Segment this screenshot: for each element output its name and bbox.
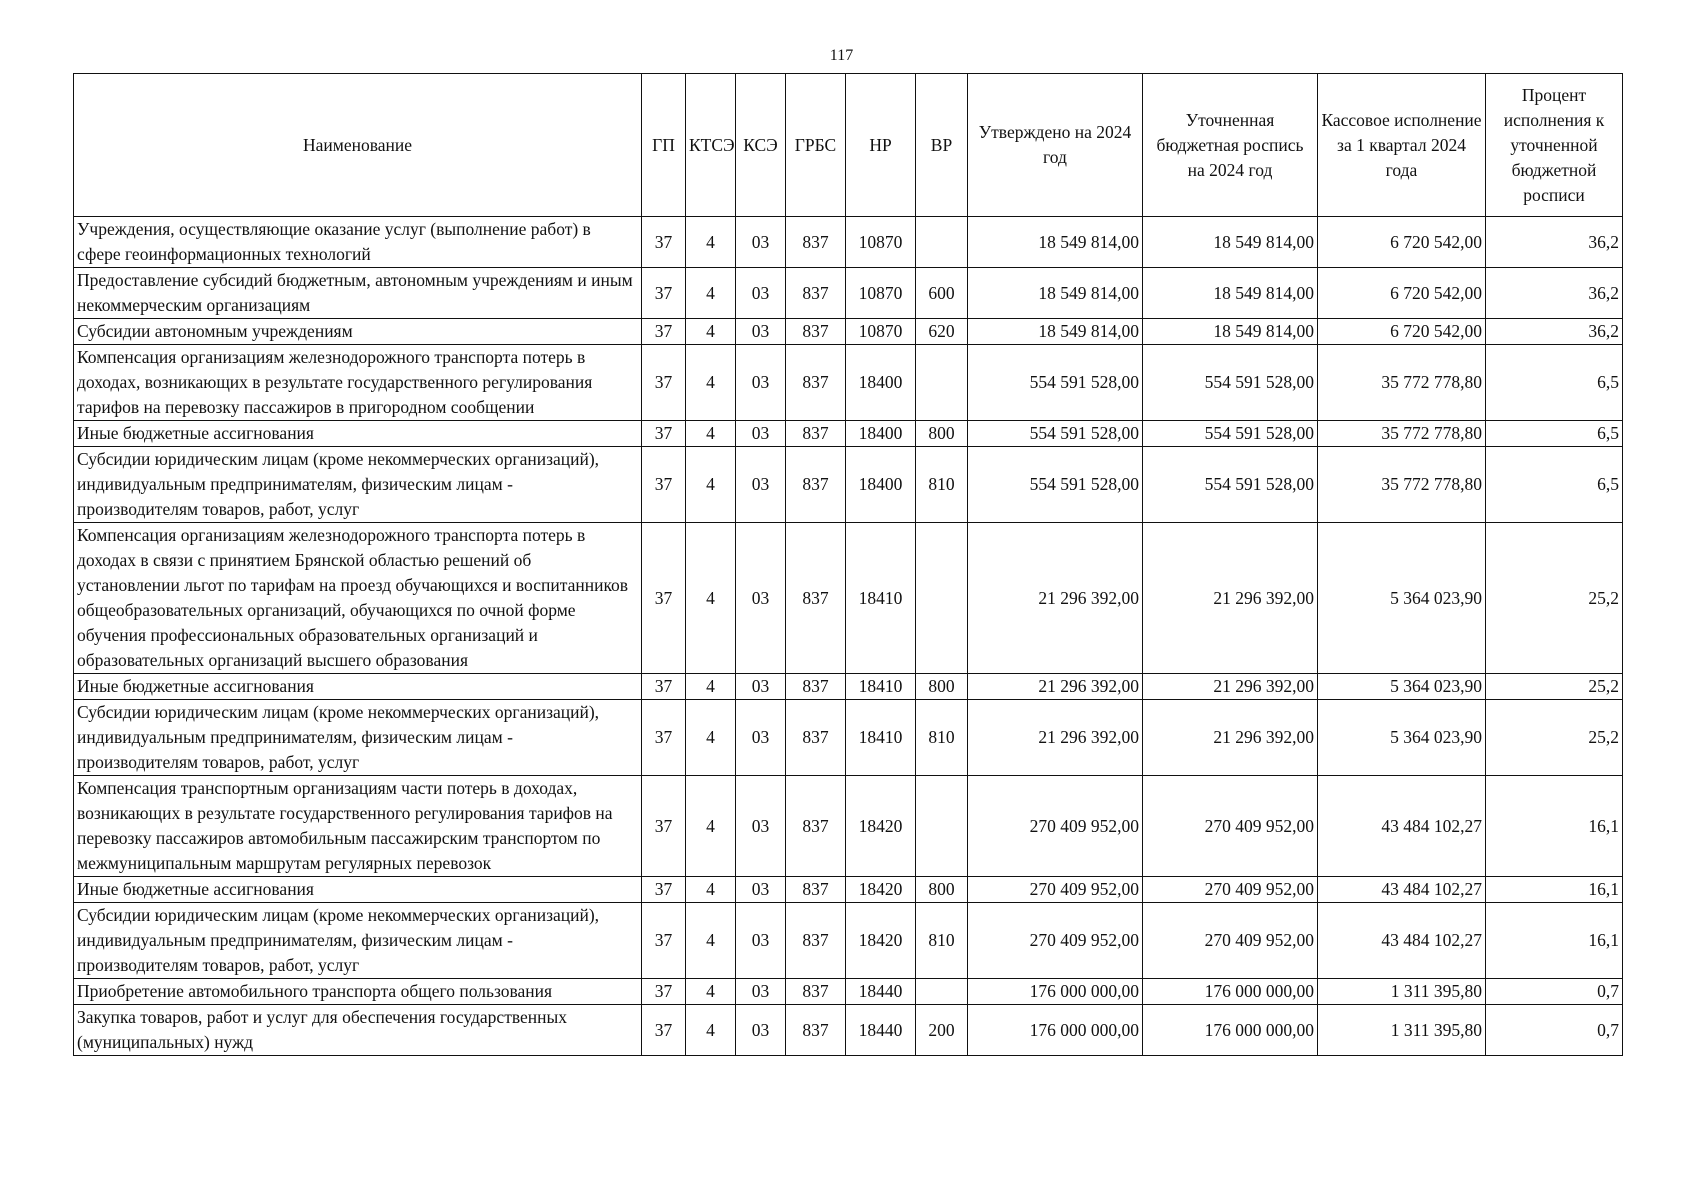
header-kse: КСЭ [736, 74, 786, 217]
cell-approved: 270 409 952,00 [968, 903, 1143, 979]
cell-percent: 6,5 [1486, 421, 1623, 447]
cell-cash-execution: 6 720 542,00 [1318, 268, 1486, 319]
cell-vr: 810 [916, 700, 968, 776]
header-approved: Утверждено на 2024 год [968, 74, 1143, 217]
cell-percent: 6,5 [1486, 447, 1623, 523]
cell-nr: 18400 [846, 447, 916, 523]
table-row [74, 421, 1623, 447]
cell-cash-execution: 43 484 102,27 [1318, 877, 1486, 903]
cell-kse: 03 [736, 319, 786, 345]
cell-gp: 37 [642, 1005, 686, 1056]
cell-kse: 03 [736, 421, 786, 447]
cell-kse: 03 [736, 268, 786, 319]
cell-gp: 37 [642, 217, 686, 268]
cell-nr: 18420 [846, 776, 916, 877]
cell-kse: 03 [736, 217, 786, 268]
cell-ktse: 4 [686, 217, 736, 268]
cell-gp: 37 [642, 523, 686, 674]
table-row [74, 447, 1623, 523]
cell-nr: 18420 [846, 877, 916, 903]
cell-approved: 21 296 392,00 [968, 700, 1143, 776]
cell-grbs: 837 [786, 345, 846, 421]
cell-refined: 21 296 392,00 [1143, 523, 1318, 674]
cell-vr: 800 [916, 674, 968, 700]
cell-vr: 800 [916, 421, 968, 447]
cell-name: Компенсация транспортным организациям части потерь в доходах, возникающих в результате государственного регулирования тарифов на перевозку пассажиров автомобильным пассажирским транспортом по межмуниципальным маршрутам регулярных перевозок [74, 776, 642, 877]
cell-grbs: 837 [786, 700, 846, 776]
cell-grbs: 837 [786, 447, 846, 523]
table-row [74, 523, 1623, 674]
cell-nr: 18410 [846, 523, 916, 674]
cell-gp: 37 [642, 877, 686, 903]
table-row [74, 877, 1623, 903]
cell-cash-execution: 6 720 542,00 [1318, 319, 1486, 345]
cell-nr: 18400 [846, 421, 916, 447]
header-vr: ВР [916, 74, 968, 217]
cell-grbs: 837 [786, 523, 846, 674]
cell-gp: 37 [642, 903, 686, 979]
cell-ktse: 4 [686, 700, 736, 776]
cell-approved: 270 409 952,00 [968, 776, 1143, 877]
cell-percent: 36,2 [1486, 319, 1623, 345]
cell-name: Иные бюджетные ассигнования [74, 877, 642, 903]
cell-grbs: 837 [786, 217, 846, 268]
table-row [74, 903, 1623, 979]
cell-cash-execution: 35 772 778,80 [1318, 421, 1486, 447]
cell-percent: 6,5 [1486, 345, 1623, 421]
cell-cash-execution: 43 484 102,27 [1318, 776, 1486, 877]
cell-grbs: 837 [786, 877, 846, 903]
cell-refined: 270 409 952,00 [1143, 903, 1318, 979]
cell-nr: 18420 [846, 903, 916, 979]
cell-name: Субсидии юридическим лицам (кроме некоммерческих организаций), индивидуальным предпринимателям, физическим лицам - производителям товаров, работ, услуг [74, 903, 642, 979]
cell-ktse: 4 [686, 268, 736, 319]
cell-nr: 10870 [846, 319, 916, 345]
cell-kse: 03 [736, 345, 786, 421]
cell-vr: 810 [916, 903, 968, 979]
cell-vr: 800 [916, 877, 968, 903]
cell-refined: 176 000 000,00 [1143, 979, 1318, 1005]
cell-name: Учреждения, осуществляющие оказание услуг (выполнение работ) в сфере геоинформационных технологий [74, 217, 642, 268]
cell-percent: 36,2 [1486, 268, 1623, 319]
header-nr: НР [846, 74, 916, 217]
cell-approved: 554 591 528,00 [968, 421, 1143, 447]
cell-ktse: 4 [686, 523, 736, 674]
cell-name: Предоставление субсидий бюджетным, автономным учреждениям и иным некоммерческим организациям [74, 268, 642, 319]
header-percent: Процент исполнения к уточненной бюджетной росписи [1486, 74, 1623, 217]
cell-percent: 36,2 [1486, 217, 1623, 268]
cell-gp: 37 [642, 319, 686, 345]
cell-nr: 10870 [846, 217, 916, 268]
cell-name: Приобретение автомобильного транспорта общего пользования [74, 979, 642, 1005]
cell-name: Субсидии юридическим лицам (кроме некоммерческих организаций), индивидуальным предпринимателям, физическим лицам - производителям товаров, работ, услуг [74, 447, 642, 523]
cell-kse: 03 [736, 700, 786, 776]
header-name: Наименование [74, 74, 642, 217]
table-row [74, 217, 1623, 268]
cell-cash-execution: 1 311 395,80 [1318, 1005, 1486, 1056]
table-row [74, 700, 1623, 776]
cell-kse: 03 [736, 877, 786, 903]
cell-percent: 0,7 [1486, 1005, 1623, 1056]
cell-refined: 18 549 814,00 [1143, 268, 1318, 319]
cell-refined: 21 296 392,00 [1143, 674, 1318, 700]
cell-cash-execution: 5 364 023,90 [1318, 674, 1486, 700]
cell-ktse: 4 [686, 319, 736, 345]
cell-approved: 554 591 528,00 [968, 345, 1143, 421]
cell-cash-execution: 35 772 778,80 [1318, 345, 1486, 421]
cell-percent: 16,1 [1486, 903, 1623, 979]
cell-kse: 03 [736, 903, 786, 979]
table-row [74, 319, 1623, 345]
cell-name: Иные бюджетные ассигнования [74, 421, 642, 447]
cell-ktse: 4 [686, 1005, 736, 1056]
cell-ktse: 4 [686, 877, 736, 903]
cell-refined: 554 591 528,00 [1143, 421, 1318, 447]
cell-vr [916, 217, 968, 268]
cell-approved: 554 591 528,00 [968, 447, 1143, 523]
cell-gp: 37 [642, 447, 686, 523]
cell-cash-execution: 5 364 023,90 [1318, 523, 1486, 674]
cell-nr: 18410 [846, 700, 916, 776]
cell-approved: 18 549 814,00 [968, 268, 1143, 319]
table-header-row [74, 74, 1623, 217]
cell-percent: 25,2 [1486, 674, 1623, 700]
cell-approved: 176 000 000,00 [968, 1005, 1143, 1056]
cell-refined: 21 296 392,00 [1143, 700, 1318, 776]
cell-nr: 18440 [846, 979, 916, 1005]
cell-grbs: 837 [786, 319, 846, 345]
cell-percent: 25,2 [1486, 700, 1623, 776]
page-number: 117 [829, 47, 854, 64]
cell-grbs: 837 [786, 421, 846, 447]
cell-vr [916, 776, 968, 877]
cell-grbs: 837 [786, 979, 846, 1005]
cell-ktse: 4 [686, 776, 736, 877]
cell-refined: 554 591 528,00 [1143, 447, 1318, 523]
cell-vr [916, 523, 968, 674]
cell-name: Иные бюджетные ассигнования [74, 674, 642, 700]
cell-grbs: 837 [786, 674, 846, 700]
cell-ktse: 4 [686, 345, 736, 421]
cell-ktse: 4 [686, 903, 736, 979]
header-cash-execution: Кассовое исполнение за 1 квартал 2024 года [1318, 74, 1486, 217]
cell-nr: 18440 [846, 1005, 916, 1056]
cell-vr: 620 [916, 319, 968, 345]
cell-percent: 16,1 [1486, 877, 1623, 903]
cell-gp: 37 [642, 700, 686, 776]
cell-ktse: 4 [686, 447, 736, 523]
cell-gp: 37 [642, 345, 686, 421]
cell-vr [916, 979, 968, 1005]
table-row [74, 1005, 1623, 1056]
cell-cash-execution: 6 720 542,00 [1318, 217, 1486, 268]
cell-approved: 21 296 392,00 [968, 523, 1143, 674]
table-row [74, 979, 1623, 1005]
table-row [74, 268, 1623, 319]
table-row [74, 776, 1623, 877]
cell-nr: 10870 [846, 268, 916, 319]
cell-percent: 16,1 [1486, 776, 1623, 877]
cell-refined: 554 591 528,00 [1143, 345, 1318, 421]
budget-table [73, 73, 1623, 1056]
cell-refined: 176 000 000,00 [1143, 1005, 1318, 1056]
cell-cash-execution: 35 772 778,80 [1318, 447, 1486, 523]
cell-grbs: 837 [786, 903, 846, 979]
cell-vr: 810 [916, 447, 968, 523]
cell-cash-execution: 5 364 023,90 [1318, 700, 1486, 776]
cell-ktse: 4 [686, 674, 736, 700]
header-grbs: ГРБС [786, 74, 846, 217]
cell-gp: 37 [642, 674, 686, 700]
cell-grbs: 837 [786, 268, 846, 319]
cell-name: Компенсация организациям железнодорожного транспорта потерь в доходах, возникающих в результате государственного регулирования тарифов на перевозку пассажиров в пригородном сообщении [74, 345, 642, 421]
cell-gp: 37 [642, 979, 686, 1005]
cell-refined: 18 549 814,00 [1143, 217, 1318, 268]
cell-approved: 21 296 392,00 [968, 674, 1143, 700]
header-ktse: КТСЭ [686, 74, 736, 217]
cell-grbs: 837 [786, 1005, 846, 1056]
cell-vr: 600 [916, 268, 968, 319]
header-gp: ГП [642, 74, 686, 217]
cell-approved: 18 549 814,00 [968, 319, 1143, 345]
cell-name: Закупка товаров, работ и услуг для обеспечения государственных (муниципальных) нужд [74, 1005, 642, 1056]
cell-gp: 37 [642, 421, 686, 447]
cell-kse: 03 [736, 1005, 786, 1056]
cell-approved: 270 409 952,00 [968, 877, 1143, 903]
cell-percent: 0,7 [1486, 979, 1623, 1005]
cell-name: Компенсация организациям железнодорожного транспорта потерь в доходах в связи с принятием Брянской областью решений об установлении льгот по тарифам на проезд обучающихся и воспитанников общеобразовательных организаций, обучающихся по очной форме обучения профессиональных образовательных организаций и образовательных организаций высшего образования [74, 523, 642, 674]
cell-refined: 18 549 814,00 [1143, 319, 1318, 345]
cell-grbs: 837 [786, 776, 846, 877]
cell-cash-execution: 43 484 102,27 [1318, 903, 1486, 979]
header-refined: Уточненная бюджетная роспись на 2024 год [1143, 74, 1318, 217]
cell-gp: 37 [642, 268, 686, 319]
cell-nr: 18410 [846, 674, 916, 700]
cell-kse: 03 [736, 776, 786, 877]
cell-refined: 270 409 952,00 [1143, 877, 1318, 903]
cell-name: Субсидии автономным учреждениям [74, 319, 642, 345]
cell-vr [916, 345, 968, 421]
cell-name: Субсидии юридическим лицам (кроме некоммерческих организаций), индивидуальным предпринимателям, физическим лицам - производителям товаров, работ, услуг [74, 700, 642, 776]
cell-kse: 03 [736, 523, 786, 674]
cell-nr: 18400 [846, 345, 916, 421]
cell-approved: 18 549 814,00 [968, 217, 1143, 268]
cell-ktse: 4 [686, 421, 736, 447]
cell-kse: 03 [736, 979, 786, 1005]
table-row [74, 345, 1623, 421]
table-row [74, 674, 1623, 700]
cell-percent: 25,2 [1486, 523, 1623, 674]
cell-ktse: 4 [686, 979, 736, 1005]
cell-refined: 270 409 952,00 [1143, 776, 1318, 877]
cell-vr: 200 [916, 1005, 968, 1056]
cell-gp: 37 [642, 776, 686, 877]
cell-kse: 03 [736, 447, 786, 523]
cell-cash-execution: 1 311 395,80 [1318, 979, 1486, 1005]
cell-approved: 176 000 000,00 [968, 979, 1143, 1005]
cell-kse: 03 [736, 674, 786, 700]
